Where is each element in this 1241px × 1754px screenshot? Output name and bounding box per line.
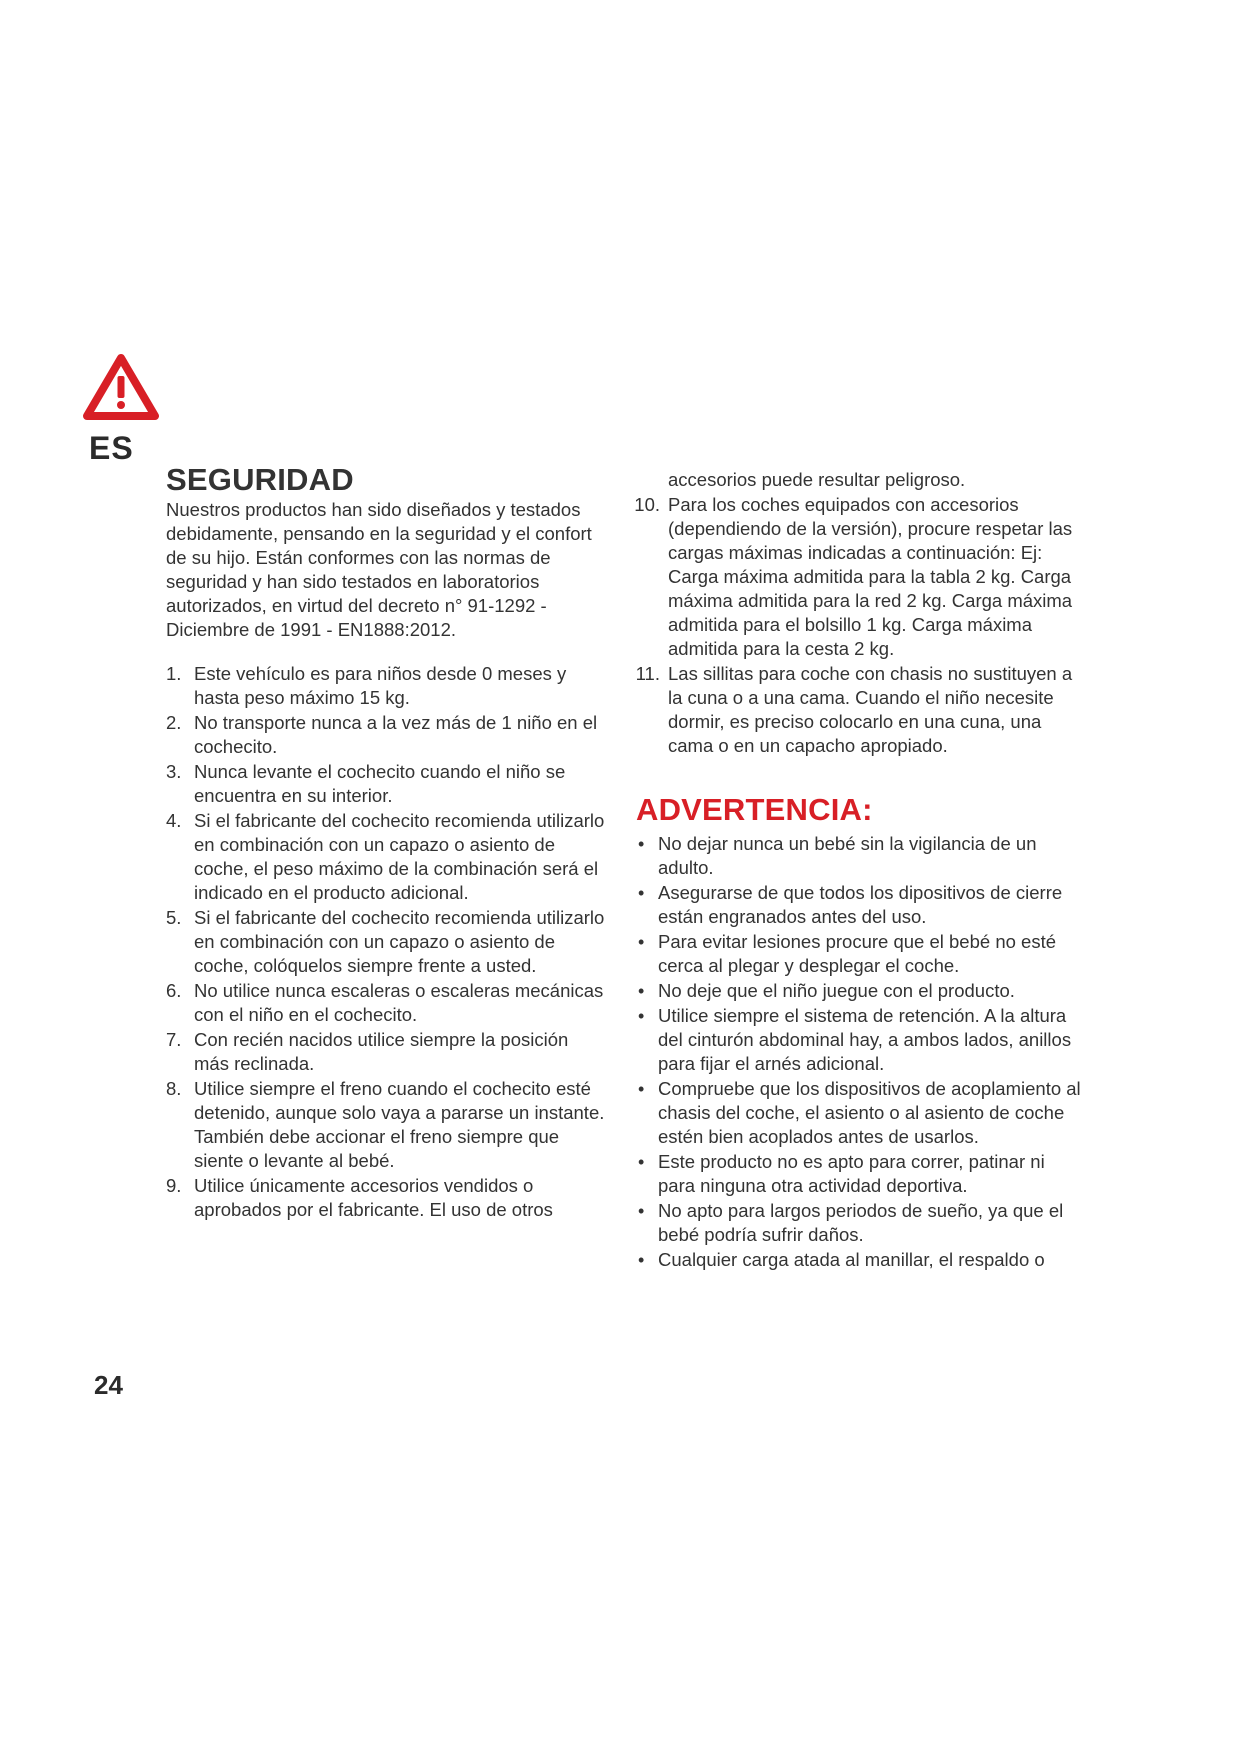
- list-item: 9. Utilice únicamente accesorios vendidos o aprobados por el fabricante. El uso de otros: [166, 1175, 553, 1220]
- list-item: • No apto para largos periodos de sueño, ya que el bebé podría sufrir daños.: [636, 1199, 1086, 1247]
- list-item: 1. Este vehículo es para niños desde 0 meses y hasta peso máximo 15 kg.: [166, 663, 567, 708]
- safety-list: [166, 662, 606, 1222]
- list-item: 10. Para los coches equipados con accesorios (dependiendo de la versión), procure respetar las cargas máximas indicadas a continuación: Ej: Carga máxima admitida para la tabla 2 kg. Carga máxima admitida para la red 2 kg. Carga máxima admitida para el bolsillo 1 kg. Carga máxima admitida para la cesta 2 kg.: [634, 494, 1073, 659]
- warning-triangle-icon: [82, 352, 160, 422]
- warning-list: [636, 832, 1086, 1272]
- list-item: 3. Nunca levante el cochecito cuando el niño se encuentra en su interior.: [166, 761, 566, 806]
- list-item: • Compruebe que los dispositivos de acoplamiento al chasis del coche, el asiento o al asiento de coche estén bien acoplados antes de usarlos.: [636, 1077, 1086, 1149]
- list-item: 4. Si el fabricante del cochecito recomienda utilizarlo en combinación con un capazo o asiento de coche, el peso máximo de la combinación será el indicado en el producto adicional.: [166, 810, 605, 903]
- warning-title: ADVERTENCIA:: [636, 792, 873, 827]
- left-column: [166, 462, 606, 1223]
- language-code: ES: [89, 430, 134, 466]
- list-item: • No deje que el niño juegue con el producto.: [636, 979, 1086, 1003]
- list-item: • No dejar nunca un bebé sin la vigilancia de un adulto.: [636, 832, 1086, 880]
- list-item: 6. No utilice nunca escaleras o escaleras mecánicas con el niño en el cochecito.: [166, 980, 604, 1025]
- right-column: [636, 468, 1086, 1273]
- list-item: 2. No transporte nunca a la vez más de 1 niño en el cochecito.: [166, 712, 598, 757]
- list-item: • Utilice siempre el sistema de retención. A la altura del cinturón abdominal hay, a ambos lados, anillos para fijar el arnés adicional.: [636, 1004, 1086, 1076]
- list-item: • Para evitar lesiones procure que el bebé no esté cerca al plegar y desplegar el coche.: [636, 930, 1086, 978]
- safety-title: SEGURIDAD: [166, 462, 354, 497]
- safety-list-continued: [636, 493, 1086, 758]
- safety-intro: Nuestros productos han sido diseñados y testados debidamente, pensando en la seguridad y el confort de su hijo. Están conformes con las normas de seguridad y han sido testados en laboratorios autorizados, en virtud del decreto n° 91-1292 - Diciembre de 1991 - EN1888:2012.: [166, 499, 592, 640]
- page-number: 24: [94, 1370, 123, 1400]
- list-item: 5. Si el fabricante del cochecito recomienda utilizarlo en combinación con un capazo o asiento de coche, colóquelos siempre frente a usted.: [166, 907, 605, 976]
- list-item: • Asegurarse de que todos los dipositivos de cierre están engranados antes del uso.: [636, 881, 1086, 929]
- list-item: 11. Las sillitas para coche con chasis no sustituyen a la cuna o a una cama. Cuando el niño necesite dormir, es preciso colocarlo en una cuna, una cama o en un capacho apropiado.: [635, 663, 1073, 756]
- list-item: 7. Con recién nacidos utilice siempre la posición más reclinada.: [166, 1029, 569, 1074]
- list-item: • Cualquier carga atada al manillar, el respaldo o: [636, 1248, 1086, 1272]
- list-item: • Este producto no es apto para correr, patinar ni para ninguna otra actividad deportiva.: [636, 1150, 1086, 1198]
- list-item-continued: accesorios puede resultar peligroso.: [668, 469, 966, 490]
- list-item: 8. Utilice siempre el freno cuando el cochecito esté detenido, aunque solo vaya a pararse un instante. También debe accionar el freno siempre que siente o levante al bebé.: [166, 1078, 605, 1171]
